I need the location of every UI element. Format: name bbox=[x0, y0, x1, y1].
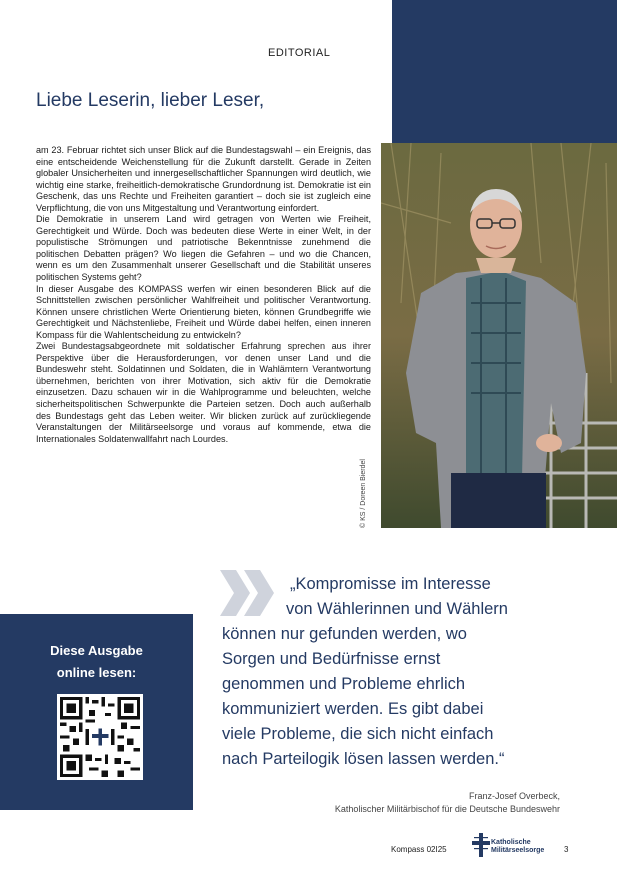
quote-line: kommuniziert werden. Es gibt dabei bbox=[222, 700, 484, 718]
footer-logo-text bbox=[491, 839, 544, 855]
qr-code[interactable] bbox=[57, 694, 143, 780]
body-paragraph: In dieser Ausgabe des KOMPASS werfen wir einen besonderen Blick auf die Schnittstellen zwischen persönlicher Wahlfreiheit und politischer Verantwortung. Können unsere christlichen Werte Orientierung bieten, können Grundbegriffe wie Gerechtigkeit und Nächstenliebe, Freiheit und Würde dabei helfen, einen inneren Kompass für die Wahlentscheidung zu entwickeln? bbox=[36, 283, 371, 340]
quote-line: von Wählerinnen und Wählern bbox=[286, 600, 508, 618]
body-paragraph: Zwei Bundestagsabgeordnete mit soldatischer Erfahrung sprechen aus ihrer Perspektive über die Herausforderungen, vor denen unser Land und die Bundeswehr steht. Soldatinnen und Soldaten, die in Wahlämtern Verantwortung übernehmen, berichten von ihrer Motivation, sich aktiv für die Demokratie einzusetzen. Dazu schauen wir in die Wahlprogramme und beleuchten, welche sicherheitspolitischen Schwerpunkte die Parteien setzen. Doch auch außerhalb des Bundestags geht das Leben weiter. Wir blicken zurück auf zurückliegende Veranstaltungen der Militärseelsorge und voraus auf kommende, etwa die Internationales Soldatenwallfahrt nach Lourdes. bbox=[36, 341, 371, 444]
page-number: 3 bbox=[564, 845, 569, 854]
quote-line: „Kompromisse im Interesse bbox=[290, 575, 491, 593]
quote-author-name: Franz-Josef Overbeck, bbox=[468, 791, 560, 801]
quote-line: genommen und Probleme ehrlich bbox=[222, 675, 466, 693]
body-paragraph: Die Demokratie in unserem Land wird getragen von Werten wie Freiheit, Gerechtigkeit und Würde. Doch was bedeuten diese Werte in einer Welt, in der populistische Strömungen und patriotische Bekenntnisse zunehmend die politischen Debatten prägen? Wo liegen die Gefahren – und wo die Chancen, wenn es um den Zusammenhalt unserer Gesellschaft und die Stabilität unseres politischen Systems geht? bbox=[36, 214, 371, 283]
body-paragraph: am 23. Februar richtet sich unser Blick auf die Bundestagswahl – ein Ereignis, das eine entscheidende Weichenstellung für die Zukunft darstellt. Gerade in Zeiten globaler Unsicherheiten und innergesellschaftlicher Spannungen wird deutlich, wie wichtig eine starke, freiheitlich-demokratische Grundordnung ist. Demokratie ist ein Geschenk, das uns Rechte und Freiheiten garantiert – doch sie ist zugleich eine Verpflichtung, die von uns Mitgestaltung und Verantwortung einfordert. bbox=[36, 145, 371, 213]
online-label bbox=[0, 640, 193, 684]
quote-author-title: Katholischer Militärbischof für die Deutsche Bundeswehr bbox=[334, 804, 560, 814]
portrait-photo bbox=[381, 143, 617, 528]
greeting-heading: Liebe Leserin, lieber Leser, bbox=[36, 90, 265, 111]
online-label-line: online lesen: bbox=[56, 665, 137, 680]
footer-magazine: Kompass 02I25 bbox=[391, 845, 447, 854]
editorial-body bbox=[36, 145, 371, 445]
quote-attribution bbox=[335, 790, 560, 816]
header-color-block bbox=[392, 0, 617, 143]
quote-line: viele Probleme, die sich nicht einfach bbox=[222, 725, 494, 743]
cross-logo-icon bbox=[472, 833, 490, 862]
online-label-line: Diese Ausgabe bbox=[50, 643, 143, 658]
section-label: EDITORIAL bbox=[268, 47, 331, 59]
footer-logo-line: Militärseelsorge bbox=[491, 847, 545, 854]
footer-logo-line: Katholische bbox=[491, 839, 531, 846]
photo-credit: © KS / Doreen Bierdel bbox=[360, 459, 367, 528]
quote-line: Sorgen und Bedürfnisse ernst bbox=[222, 650, 441, 668]
pull-quote bbox=[222, 572, 567, 772]
quote-line: nach Parteilogik lösen lassen werden.“ bbox=[222, 750, 505, 768]
quote-line: können nur gefunden werden, wo bbox=[222, 625, 467, 643]
